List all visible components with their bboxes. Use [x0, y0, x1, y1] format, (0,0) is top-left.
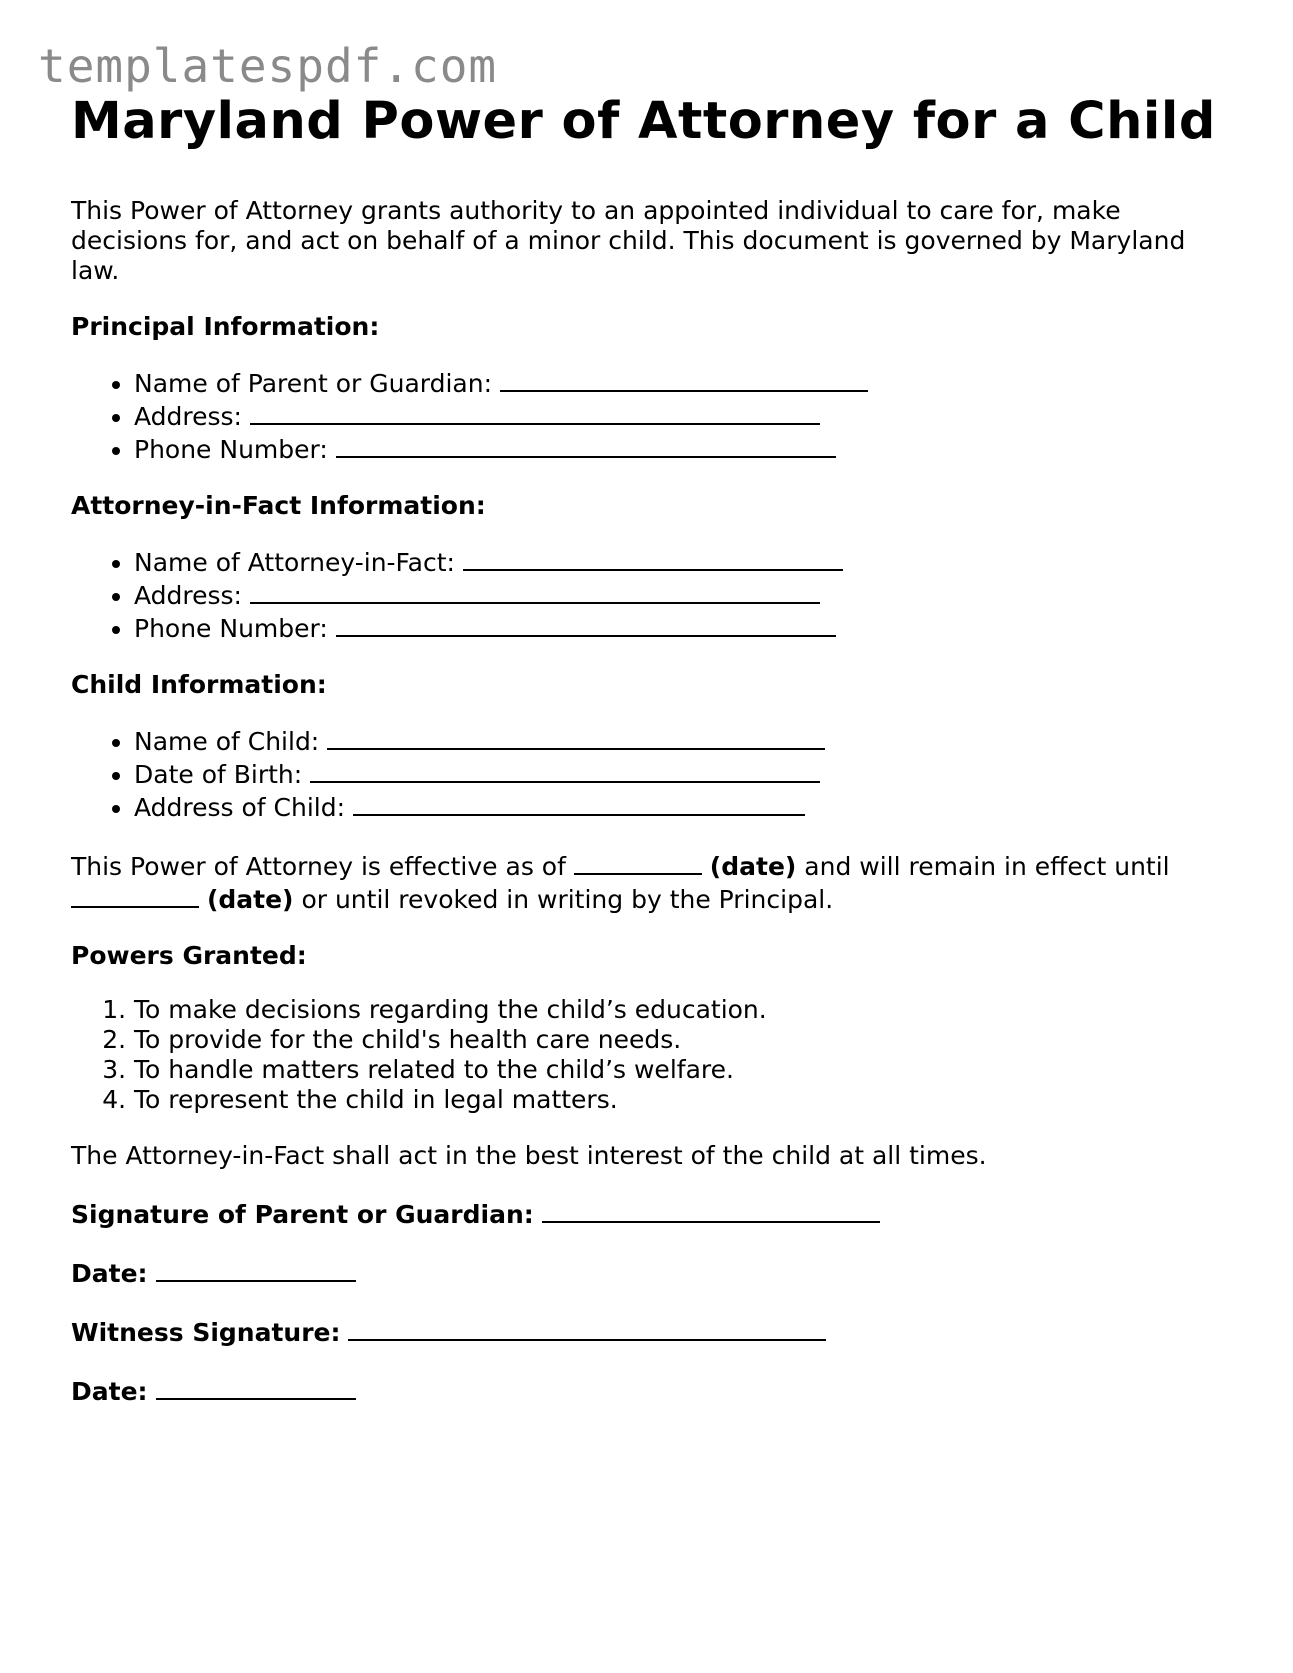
attorney-address-field[interactable]: [250, 578, 820, 604]
field-label: Date of Birth:: [134, 760, 303, 789]
attorney-fields: [71, 545, 1221, 644]
witness-signature-field[interactable]: [348, 1315, 826, 1341]
list-item: [134, 432, 1221, 465]
list-item: [134, 790, 1221, 823]
powers-heading: Powers Granted:: [71, 941, 307, 970]
field-label: Name of Attorney-in-Fact:: [134, 548, 455, 577]
parent-name-field[interactable]: [500, 366, 868, 392]
child-heading: Child Information:: [71, 670, 327, 699]
field-label: Witness Signature:: [71, 1318, 341, 1347]
witness-signature-line: [71, 1315, 1221, 1348]
child-dob-field[interactable]: [310, 757, 820, 783]
effective-end-date-field[interactable]: [71, 882, 199, 908]
field-label: Phone Number:: [134, 614, 328, 643]
effective-text: This Power of Attorney is effective as of: [71, 852, 566, 881]
list-item: [134, 399, 1221, 432]
parent-phone-field[interactable]: [336, 432, 836, 458]
watermark: templatespdf.com: [38, 39, 498, 93]
field-label: Address of Child:: [134, 793, 346, 822]
list-item: [134, 757, 1221, 790]
date-hint: (date): [206, 885, 294, 914]
list-item: [134, 611, 1221, 644]
field-label: Date:: [71, 1377, 148, 1406]
list-item: [134, 578, 1221, 611]
principal-heading: Principal Information:: [71, 312, 380, 341]
list-item: 3. To handle matters related to the child’s welfare.: [134, 1055, 1221, 1085]
witness-date-field[interactable]: [156, 1374, 356, 1400]
effective-start-date-field[interactable]: [574, 849, 702, 875]
attorney-heading: Attorney-in-Fact Information:: [71, 491, 486, 520]
document-title: Maryland Power of Attorney for a Child: [71, 92, 1216, 151]
parent-address-field[interactable]: [250, 399, 820, 425]
field-label: Address:: [134, 402, 242, 431]
document-page: [71, 86, 1221, 1407]
list-item: [134, 545, 1221, 578]
parent-signature-field[interactable]: [542, 1197, 880, 1223]
attorney-name-field[interactable]: [463, 545, 843, 571]
list-item: 2. To provide for the child's health care needs.: [134, 1025, 1221, 1055]
principal-fields: [71, 366, 1221, 465]
date-hint: (date): [709, 852, 797, 881]
field-label: Phone Number:: [134, 435, 328, 464]
child-name-field[interactable]: [327, 724, 825, 750]
effective-text: and will remain in effect until: [804, 852, 1170, 881]
list-item: 1. To make decisions regarding the child’s education.: [134, 995, 1221, 1025]
parent-date-line: [71, 1256, 1221, 1289]
list-item: 4. To represent the child in legal matters.: [134, 1085, 1221, 1115]
attorney-phone-field[interactable]: [336, 611, 836, 637]
effective-text: or until revoked in writing by the Principal.: [301, 885, 834, 914]
list-item: [134, 724, 1221, 757]
list-item: [134, 366, 1221, 399]
field-label: Name of Parent or Guardian:: [134, 369, 493, 398]
powers-list: [71, 995, 1221, 1115]
field-label: Signature of Parent or Guardian:: [71, 1200, 534, 1229]
witness-date-line: [71, 1374, 1221, 1407]
field-label: Name of Child:: [134, 727, 320, 756]
parent-date-field[interactable]: [156, 1256, 356, 1282]
field-label: Address:: [134, 581, 242, 610]
effective-paragraph: [71, 849, 1221, 915]
parent-signature-line: [71, 1197, 1221, 1230]
best-interest-statement: The Attorney-in-Fact shall act in the best interest of the child at all times.: [71, 1141, 987, 1170]
intro-paragraph: This Power of Attorney grants authority to an appointed individual to care for, make decisions for, and act on behalf of a minor child. This document is governed by Maryland law.: [71, 196, 1186, 285]
child-fields: [71, 724, 1221, 823]
field-label: Date:: [71, 1259, 148, 1288]
child-address-field[interactable]: [353, 790, 805, 816]
